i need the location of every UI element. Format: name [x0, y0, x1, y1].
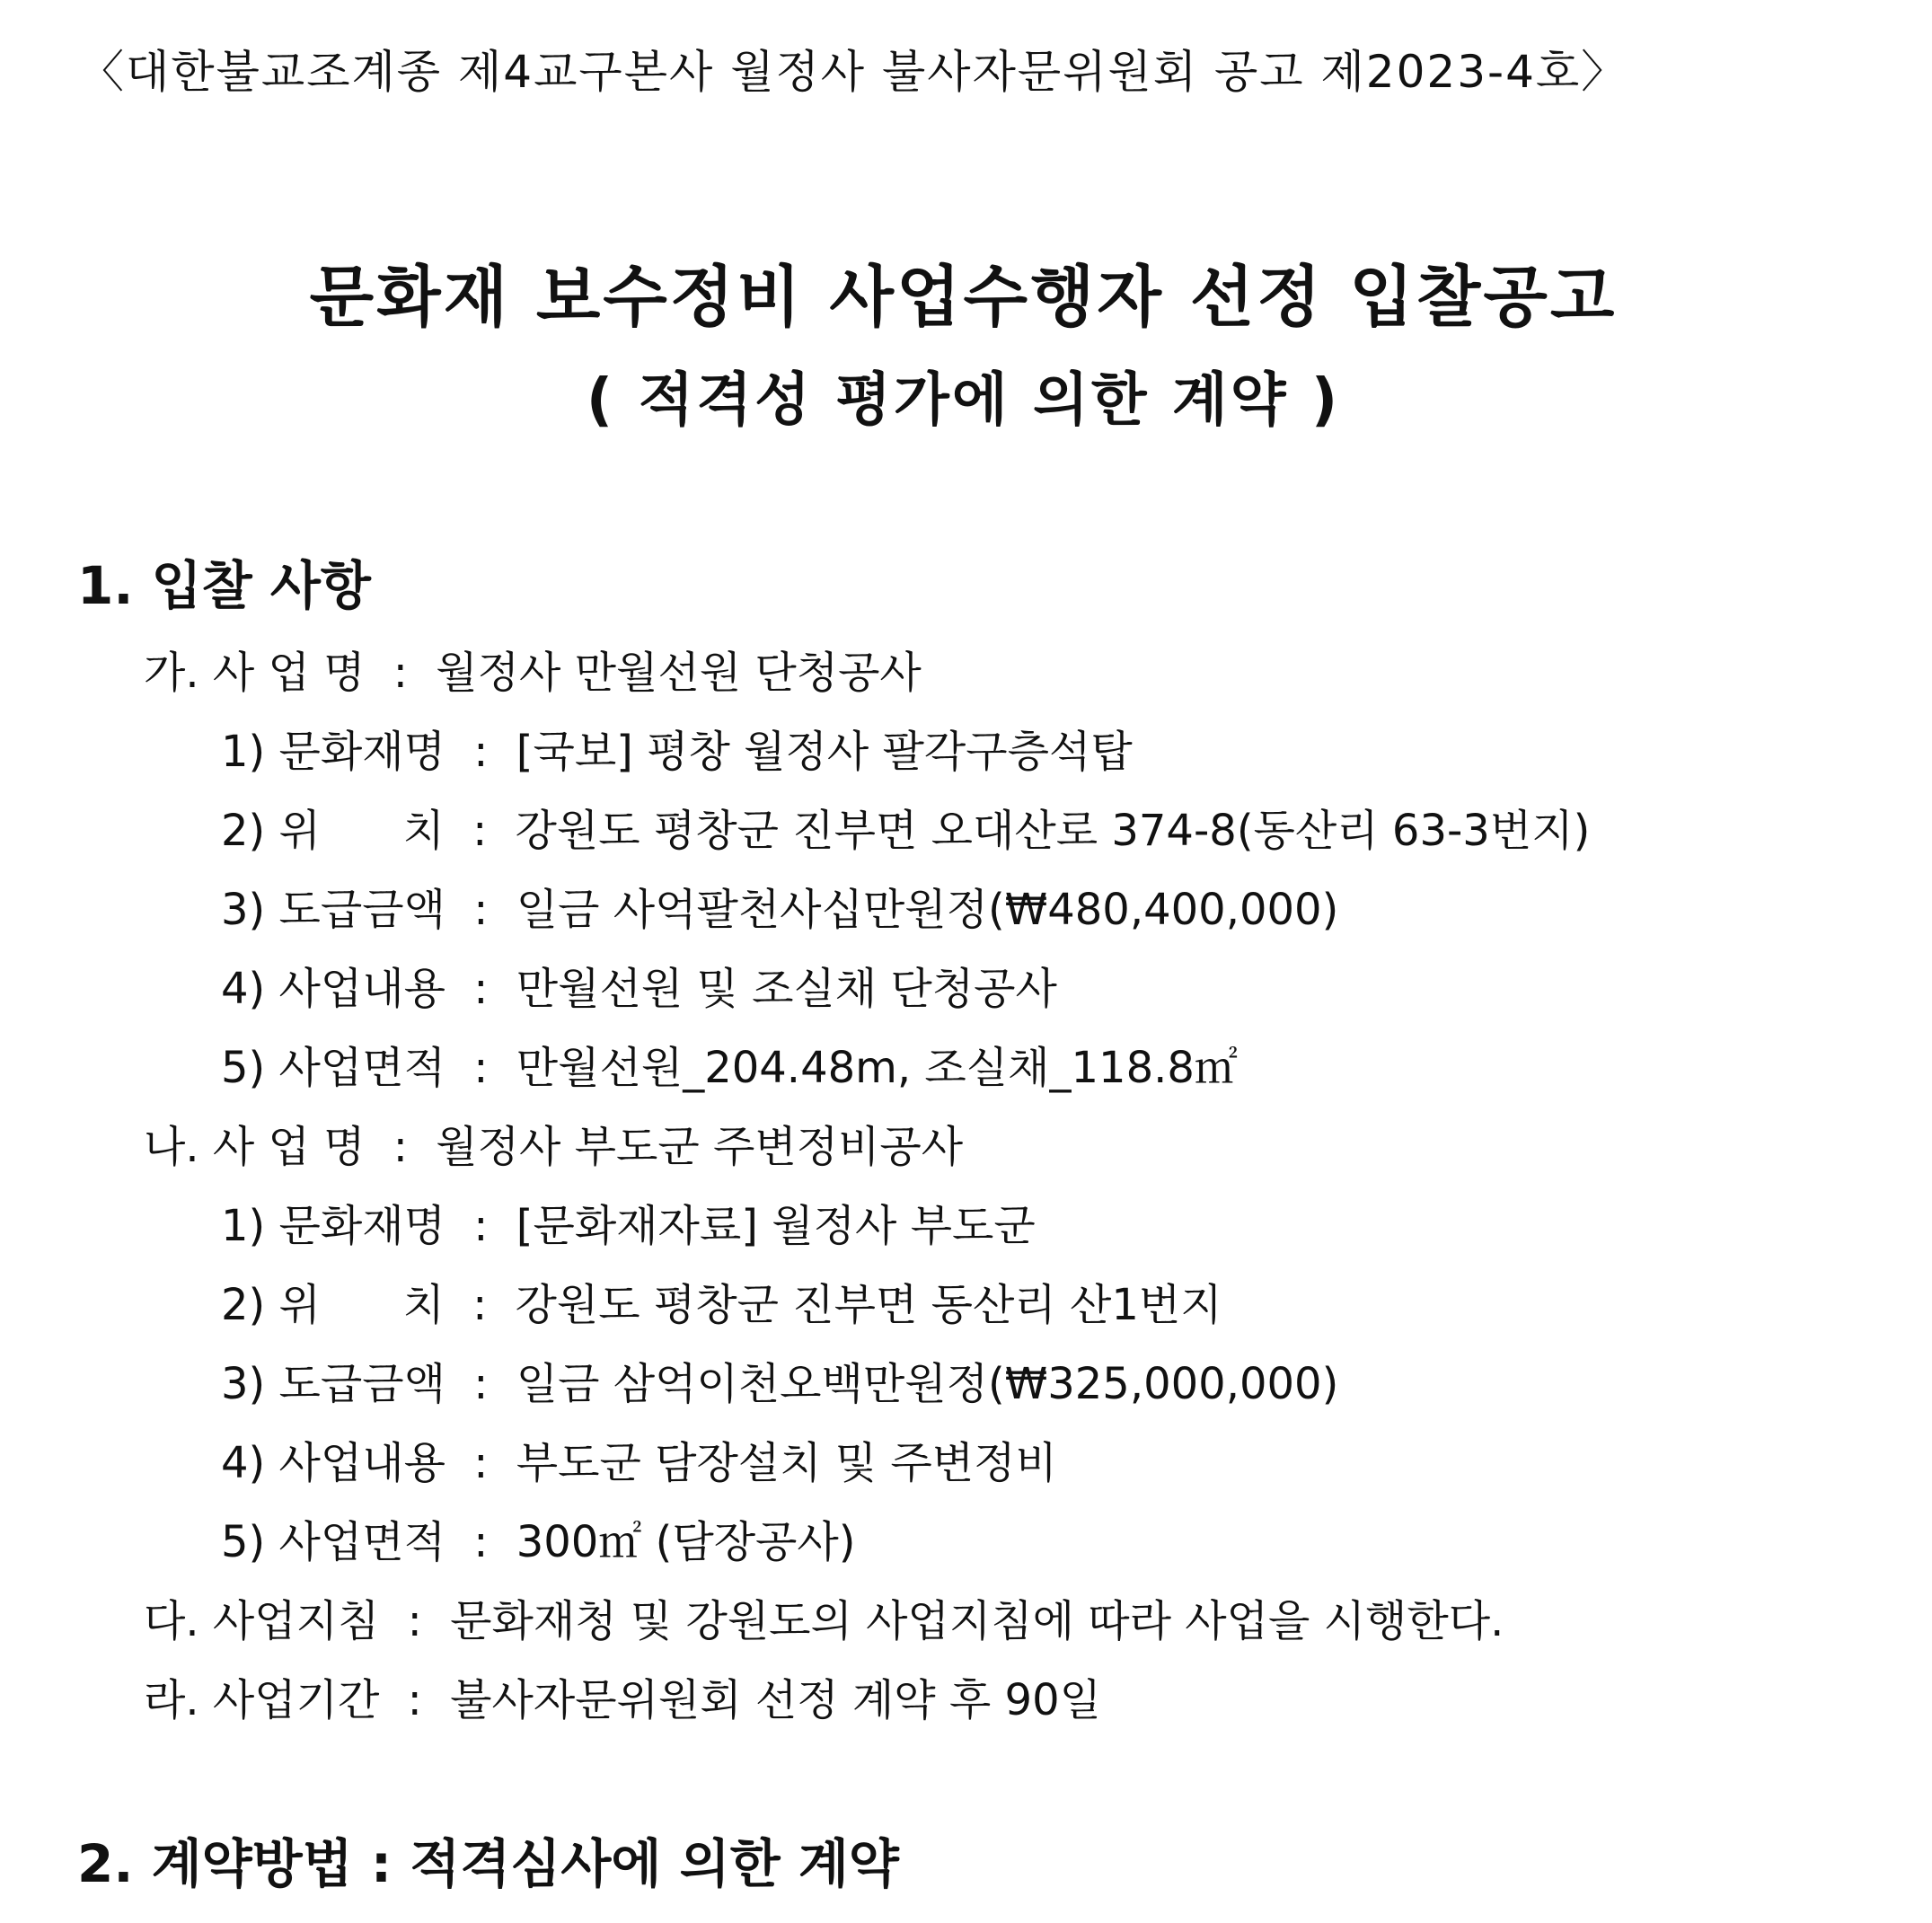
section-heading-contract-method: 2. 계약방법 : 적격심사에 의한 계약 [77, 1833, 899, 1894]
separator: : [473, 964, 489, 1014]
document-title: 문화재 보수정비 사업수행자 선정 입찰공고 [309, 259, 1618, 336]
item-prefix: 다. [144, 1596, 199, 1646]
item-label: 사 업 명 [212, 1122, 366, 1172]
item-label: 사 업 명 [212, 648, 366, 698]
item-label: 사업지침 [212, 1596, 380, 1646]
item-prefix: 나. [144, 1122, 199, 1172]
section-heading-bidding: 1. 입찰 사항 [77, 555, 371, 616]
separator: : [473, 1043, 489, 1093]
sub-item [221, 796, 1590, 858]
sub-item [221, 717, 1133, 779]
sub-item-num: 4) [221, 964, 266, 1014]
separator: : [473, 1359, 489, 1409]
sub-item [221, 1270, 1222, 1332]
sub-item-label: 도급금액 [278, 885, 446, 935]
sub-item-num: 3) [221, 1359, 266, 1409]
separator: : [473, 885, 489, 935]
sub-item-value: 300㎡ (담장공사) [516, 1517, 856, 1567]
separator: : [473, 727, 489, 777]
separator: : [393, 1122, 408, 1172]
document-subtitle: ( 적격성 평가에 의한 계약 ) [586, 367, 1341, 434]
sub-item-label: 문화재명 [278, 727, 446, 777]
separator: : [407, 1675, 422, 1725]
sub-item-value: 만월선원_204.48m, 조실채_118.8㎡ [516, 1043, 1238, 1093]
project-period [144, 1665, 1101, 1727]
sub-item-num: 5) [221, 1043, 266, 1093]
sub-item-label: 사업내용 [278, 964, 446, 1014]
separator: : [473, 1517, 489, 1567]
item-value: 월정사 부도군 주변정비공사 [436, 1122, 964, 1172]
sub-item-num: 5) [221, 1517, 266, 1567]
sub-item-value: 일금 삼억이천오백만원정(₩325,000,000) [516, 1359, 1339, 1409]
sub-item-label: 문화재명 [278, 1201, 446, 1251]
notice-number: 〈대한불교조계종 제4교구본사 월정사 불사자문위원회 공고 제2023-4호〉 [79, 46, 1628, 98]
sub-item-label: 도급금액 [278, 1359, 446, 1409]
item-prefix: 가. [144, 648, 199, 698]
sub-item-label: 사업면적 [278, 1517, 446, 1567]
project-item-a [144, 638, 922, 700]
sub-item-num: 2) [221, 806, 266, 856]
item-value: 문화재청 및 강원도의 사업지침에 따라 사업을 시행한다. [450, 1596, 1504, 1646]
separator: : [407, 1596, 422, 1646]
sub-item-num: 1) [221, 1201, 266, 1251]
sub-item-label: 위 치 [278, 1280, 445, 1330]
sub-item-num: 3) [221, 885, 266, 935]
project-item-b [144, 1112, 963, 1174]
item-value: 불사자문위원회 선정 계약 후 90일 [450, 1675, 1101, 1725]
sub-item [221, 1349, 1338, 1411]
sub-item-label: 위 치 [278, 806, 445, 856]
separator: : [472, 1280, 488, 1330]
sub-item-value: 만월선원 및 조실채 단청공사 [516, 964, 1057, 1014]
sub-item-value: 일금 사억팔천사십만원정(₩480,400,000) [516, 885, 1339, 935]
project-guideline [144, 1586, 1504, 1648]
item-label: 사업기간 [212, 1675, 380, 1725]
sub-item-num: 4) [221, 1438, 266, 1488]
sub-item-value: 강원도 평창군 진부면 동산리 산1번지 [515, 1280, 1222, 1330]
sub-item-value: 강원도 평창군 진부면 오대산로 374-8(동산리 63-3번지) [515, 806, 1591, 856]
sub-item-num: 1) [221, 727, 266, 777]
sub-item [221, 1507, 856, 1569]
sub-item-label: 사업면적 [278, 1043, 446, 1093]
separator: : [472, 806, 488, 856]
sub-item-value: [국보] 평창 월정사 팔각구층석탑 [516, 727, 1133, 777]
item-value: 월정사 만월선원 단청공사 [436, 648, 922, 698]
sub-item-label: 사업내용 [278, 1438, 446, 1488]
sub-item [221, 875, 1338, 937]
sub-item [221, 1033, 1238, 1095]
separator: : [473, 1438, 489, 1488]
separator: : [473, 1201, 489, 1251]
separator: : [393, 648, 408, 698]
item-prefix: 라. [144, 1675, 199, 1725]
sub-item [221, 1191, 1036, 1253]
sub-item-num: 2) [221, 1280, 266, 1330]
sub-item [221, 1428, 1057, 1490]
sub-item-value: [문화재자료] 월정사 부도군 [516, 1201, 1036, 1251]
sub-item-value: 부도군 담장설치 및 주변정비 [516, 1438, 1057, 1488]
sub-item [221, 954, 1057, 1016]
